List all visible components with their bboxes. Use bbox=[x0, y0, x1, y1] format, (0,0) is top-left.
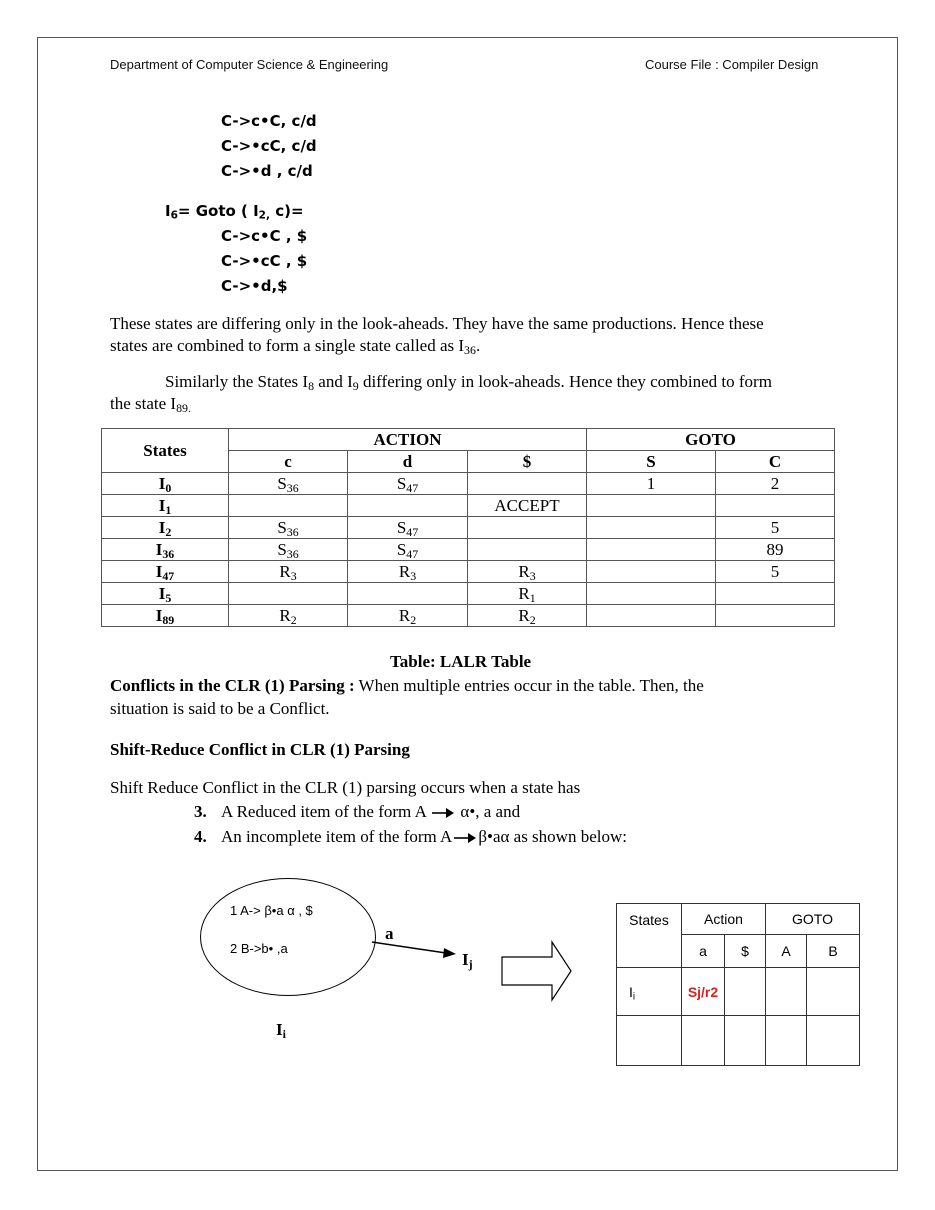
col-header: C bbox=[716, 451, 835, 473]
table-cell bbox=[587, 605, 716, 627]
table-cell: $R_3$ bbox=[468, 561, 587, 583]
right-arrow-icon bbox=[430, 807, 456, 819]
table-cell: 1 bbox=[587, 473, 716, 495]
table-cell bbox=[348, 495, 468, 517]
table-cell bbox=[348, 583, 468, 605]
list-item: 3. bbox=[194, 802, 207, 821]
small-col-header: $ bbox=[725, 935, 766, 968]
table-cell: $S_{47}$ bbox=[348, 539, 468, 561]
paragraph-line: the state $I_{89.}$ bbox=[110, 394, 191, 415]
small-col-header: A bbox=[766, 935, 807, 968]
table-cell bbox=[229, 583, 348, 605]
table-cell: $R_1$ bbox=[468, 583, 587, 605]
conflicts-paragraph: Conflicts in the CLR (1) Parsing : When multiple entries occur in the table. Then, the bbox=[110, 676, 704, 695]
small-cell bbox=[725, 1016, 766, 1066]
table-cell: 5 bbox=[716, 517, 835, 539]
table-cell: $S_{36}$ bbox=[229, 517, 348, 539]
item-line: C->•d,$ bbox=[221, 277, 288, 295]
table-cell: $S_{47}$ bbox=[348, 517, 468, 539]
list-item: 4. bbox=[194, 827, 207, 846]
table-caption: Table: LALR Table bbox=[390, 652, 532, 671]
table-cell bbox=[587, 583, 716, 605]
item-line: C->•cC , $ bbox=[221, 252, 308, 270]
small-cell bbox=[682, 1016, 725, 1066]
list-item-text: An incomplete item of the form A β•aα as shown below: bbox=[221, 827, 627, 846]
col-header: c bbox=[229, 451, 348, 473]
sr-intro: Shift Reduce Conflict in the CLR (1) parsing occurs when a state has bbox=[110, 778, 581, 797]
block-arrow-icon bbox=[500, 940, 574, 1002]
state-cell: $I_{89}$ bbox=[102, 605, 229, 627]
conflict-entry: Sj/r2 bbox=[682, 968, 725, 1016]
header-goto: GOTO bbox=[587, 429, 835, 451]
paragraph-line: states are combined to form a single state called as $I_{36}$. bbox=[110, 336, 481, 357]
small-col-header: a bbox=[682, 935, 725, 968]
small-header-states: States bbox=[617, 904, 682, 968]
table-cell: $R_2$ bbox=[348, 605, 468, 627]
table-cell: 5 bbox=[716, 561, 835, 583]
header-action: ACTION bbox=[229, 429, 587, 451]
small-cell bbox=[725, 968, 766, 1016]
table-cell: $S_{36}$ bbox=[229, 473, 348, 495]
table-row bbox=[102, 583, 835, 605]
table-cell: $R_2$ bbox=[468, 605, 587, 627]
table-cell: $S_{47}$ bbox=[348, 473, 468, 495]
item-line: C->c•C, c/d bbox=[221, 112, 317, 130]
small-cell bbox=[807, 1016, 860, 1066]
table-row bbox=[102, 495, 835, 517]
header-states: States bbox=[102, 429, 229, 473]
header-course: Course File : Compiler Design bbox=[645, 57, 819, 72]
table-cell: $R_3$ bbox=[229, 561, 348, 583]
table-row bbox=[102, 473, 835, 495]
table-cell bbox=[716, 583, 835, 605]
small-cell bbox=[766, 968, 807, 1016]
target-state-label: $I_j$ bbox=[462, 950, 473, 971]
state-cell: $I_2$ bbox=[102, 517, 229, 539]
state-item: 2 B->b• ,a bbox=[230, 941, 288, 956]
conflict-table bbox=[616, 903, 860, 1066]
state-cell: $I_5$ bbox=[102, 583, 229, 605]
table-cell: 2 bbox=[716, 473, 835, 495]
table-cell bbox=[587, 495, 716, 517]
table-row bbox=[102, 605, 835, 627]
item-line: C->•cC, c/d bbox=[221, 137, 317, 155]
col-header: $ bbox=[468, 451, 587, 473]
table-cell bbox=[716, 605, 835, 627]
table-cell bbox=[716, 495, 835, 517]
table-cell bbox=[468, 473, 587, 495]
table-cell bbox=[587, 539, 716, 561]
state-cell: $I_1$ bbox=[102, 495, 229, 517]
section-heading: Shift-Reduce Conflict in CLR (1) Parsing bbox=[110, 740, 410, 759]
item-line: C->•d , c/d bbox=[221, 162, 313, 180]
state-cell: $I_0$ bbox=[102, 473, 229, 495]
paragraph-line: These states are differing only in the look-aheads. They have the same productions. Hence these bbox=[110, 314, 764, 333]
small-row-state: $I_i$ bbox=[617, 968, 682, 1016]
conflicts-paragraph-line2: situation is said to be a Conflict. bbox=[110, 699, 330, 718]
small-header-goto: GOTO bbox=[766, 904, 860, 935]
small-header-action: Action bbox=[682, 904, 766, 935]
state-cell: $I_{36}$ bbox=[102, 539, 229, 561]
i6-title: $I_6=$ Goto ( $I_{2,}$ c)= bbox=[165, 202, 304, 222]
table-cell: $R_3$ bbox=[348, 561, 468, 583]
table-cell bbox=[229, 495, 348, 517]
paragraph-line: Similarly the States $I_8$ and $I_9$ differing only in look-aheads. Hence they combined to form bbox=[165, 372, 772, 393]
table-row bbox=[102, 517, 835, 539]
state-cell: $I_{47}$ bbox=[102, 561, 229, 583]
header-department: Department of Computer Science & Engineering bbox=[110, 57, 389, 72]
table-cell bbox=[468, 539, 587, 561]
table-cell: $S_{36}$ bbox=[229, 539, 348, 561]
table-cell bbox=[587, 561, 716, 583]
table-cell: 89 bbox=[716, 539, 835, 561]
list-item-text: A Reduced item of the form A α•, a and bbox=[221, 802, 521, 821]
col-header: S bbox=[587, 451, 716, 473]
table-row bbox=[102, 561, 835, 583]
transition-arrow-icon bbox=[370, 940, 460, 964]
table-row bbox=[102, 539, 835, 561]
state-item: 1 A-> β•a α , $ bbox=[230, 903, 313, 918]
table-cell: ACCEPT bbox=[468, 495, 587, 517]
table-cell bbox=[468, 517, 587, 539]
small-col-header: B bbox=[807, 935, 860, 968]
source-state-label: $I_i$ bbox=[276, 1020, 286, 1041]
right-arrow-icon bbox=[452, 832, 478, 844]
edge-label: a bbox=[385, 924, 394, 943]
state-ellipse bbox=[200, 878, 376, 996]
item-line: C->c•C , $ bbox=[221, 227, 308, 245]
small-cell bbox=[807, 968, 860, 1016]
col-header: d bbox=[348, 451, 468, 473]
small-cell bbox=[617, 1016, 682, 1066]
table-cell bbox=[587, 517, 716, 539]
small-cell bbox=[766, 1016, 807, 1066]
table-cell: $R_2$ bbox=[229, 605, 348, 627]
lalr-table bbox=[101, 428, 835, 627]
